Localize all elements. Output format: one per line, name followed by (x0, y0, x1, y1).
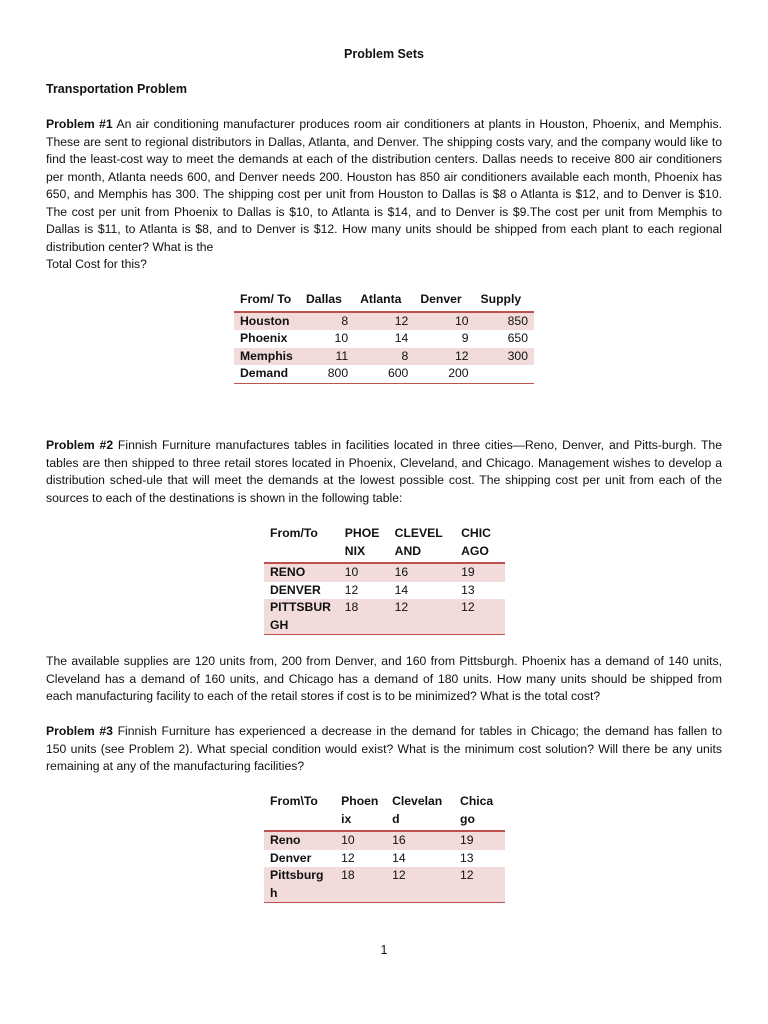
table-cell: 13 (460, 850, 474, 865)
table-header-row (264, 793, 505, 831)
table-row (264, 850, 505, 868)
row-header: Demand (240, 366, 289, 380)
problem-2-label: Problem #2 (46, 438, 114, 452)
table-row (264, 582, 505, 600)
column-header: From/To (270, 526, 318, 540)
table-cell: 12 (354, 312, 414, 331)
problem-1-text: An air conditioning manufacturer produces room air conditioners at plants in Houston, Phoenix, and Memphis. These are sent to regional distributors in Dallas, Atlanta, and Denver. The shipping costs vary, and the company would like to find the least-cost way to meet the demands at each of the distribution centers. Dallas needs to receive 800 air conditioners per month, Atlanta needs 600, and Denver needs 200. Houston has 850 air conditioners available each month, Phoenix has 650, and Memphis has 300. The shipping cost per unit from Houston to Dallas is $8 o Atlanta is $12, and to Denver is $10. The cost per unit from Phoenix to Dallas is $10, to Atlanta is $14, and to Denver is $9.The cost per unit from Memphis to Dallas is $11, to Atlanta is $8, and to Denver is $12. How many units should be shipped from each plant to each regional distribution center? What is the (46, 117, 722, 254)
table-cell: 8 (300, 312, 354, 331)
page-number: 1 (380, 943, 388, 957)
row-header: Denver (270, 850, 312, 865)
column-header: Chicago (460, 794, 494, 826)
table-row (264, 599, 505, 635)
column-header: Denver (420, 292, 462, 306)
row-header: Pittsburgh (264, 867, 335, 903)
problem-3-label: Problem #3 (46, 724, 113, 738)
column-header: Phoenix (341, 794, 379, 826)
column-header: PHOENIX (344, 526, 380, 558)
table-cell: 12 (389, 599, 455, 635)
table-cell: 10 (335, 831, 386, 850)
problem-1-paragraph (46, 116, 722, 274)
row-header: Houston (234, 312, 300, 331)
column-header: Atlanta (360, 292, 402, 306)
table-cell: 13 (461, 582, 475, 597)
table-cell: 9 (461, 331, 469, 345)
supplies-paragraph: The available supplies are 120 units from, 200 from Denver, and 160 from Pittsburgh. Phoenix has a demand of 140 units, Cleveland has a demand of 160 units, and Chicago has a demand of 180 units. How many units should be shipped from each manufacturing facility to each of the retail stores if cost is to be minimized? What is the total cost? (46, 654, 722, 703)
table-cell: 10 (339, 563, 389, 582)
problem-3-text: Finnish Furniture has experienced a decrease in the demand for tables in Chicago; the demand has fallen to 150 units (see Problem 2). What special condition would exist? What is the minimum cost solution? Will there be any units remaining at any of the manufacturing facilities? (46, 724, 722, 773)
problem-2-paragraph (46, 437, 722, 507)
table-header-row (264, 525, 505, 563)
column-header: Dallas (306, 292, 342, 306)
column-header: From/ To (240, 292, 292, 306)
table-cell: 650 (507, 331, 528, 345)
table-row (234, 330, 534, 348)
table-row (234, 348, 534, 366)
table-row (234, 312, 534, 331)
table-cell: 12 (414, 348, 474, 366)
table-cell: 18 (335, 867, 386, 903)
table-cell: 12 (341, 850, 355, 865)
problem-3-paragraph (46, 723, 722, 776)
column-header: CLEVELAND (394, 526, 443, 558)
column-header: CHICAGO (461, 526, 491, 558)
row-header: Memphis (234, 348, 300, 366)
table-cell: 10 (334, 331, 349, 345)
table-cell: 19 (454, 831, 505, 850)
table-cell: 11 (300, 348, 354, 366)
table-cell: 12 (455, 599, 505, 635)
table-cell: 800 (327, 366, 349, 380)
table-2-cost-matrix (264, 525, 505, 635)
table-row (234, 365, 534, 383)
row-header: RENO (264, 563, 339, 582)
row-header: PITTSBURGH (264, 599, 339, 635)
table-cell: 200 (448, 366, 469, 380)
row-header: DENVER (270, 582, 321, 597)
table-3-cost-matrix (264, 793, 505, 903)
column-header: Cleveland (392, 794, 443, 826)
section-heading: Transportation Problem (46, 82, 187, 96)
table-cell: 10 (414, 312, 474, 331)
row-header: Reno (264, 831, 335, 850)
column-header: Supply (480, 292, 522, 306)
table-cell: 16 (386, 831, 454, 850)
table-cell: 18 (339, 599, 389, 635)
table-row (264, 831, 505, 850)
table-cell (475, 365, 534, 383)
table-cell: 300 (475, 348, 534, 366)
table-cell: 12 (454, 867, 505, 903)
table-cell: 19 (455, 563, 505, 582)
column-header: From\To (270, 794, 318, 808)
table-row (264, 867, 505, 903)
table-header-row (234, 291, 534, 312)
table-cell: 16 (389, 563, 455, 582)
table-1-cost-matrix (234, 291, 534, 384)
table-cell: 14 (392, 850, 406, 865)
table-cell: 12 (386, 867, 454, 903)
table-cell: 14 (394, 331, 409, 345)
table-row (264, 563, 505, 582)
table-cell: 12 (344, 582, 359, 597)
page-title: Problem Sets (344, 47, 424, 61)
table-cell: 850 (475, 312, 534, 331)
problem-1-label: Problem #1 (46, 117, 113, 131)
table-cell: 8 (354, 348, 414, 366)
row-header: Phoenix (240, 331, 288, 345)
table-cell: 600 (387, 366, 409, 380)
table-cell: 14 (394, 582, 409, 597)
problem-2-text: Finnish Furniture manufactures tables in facilities located in three cities—Reno, Denver, and Pitts-burgh. The tables are then shipped to three retail stores located in Phoenix, Cleveland, and Chicago. Management wishes to develop a distribution sched-ule that will meet the demands at the lowest possible cost. The shipping cost per unit from each of the sources to each of the destinations is shown in the following table: (46, 438, 722, 505)
problem-1-tail: Total Cost for this? (46, 257, 147, 271)
